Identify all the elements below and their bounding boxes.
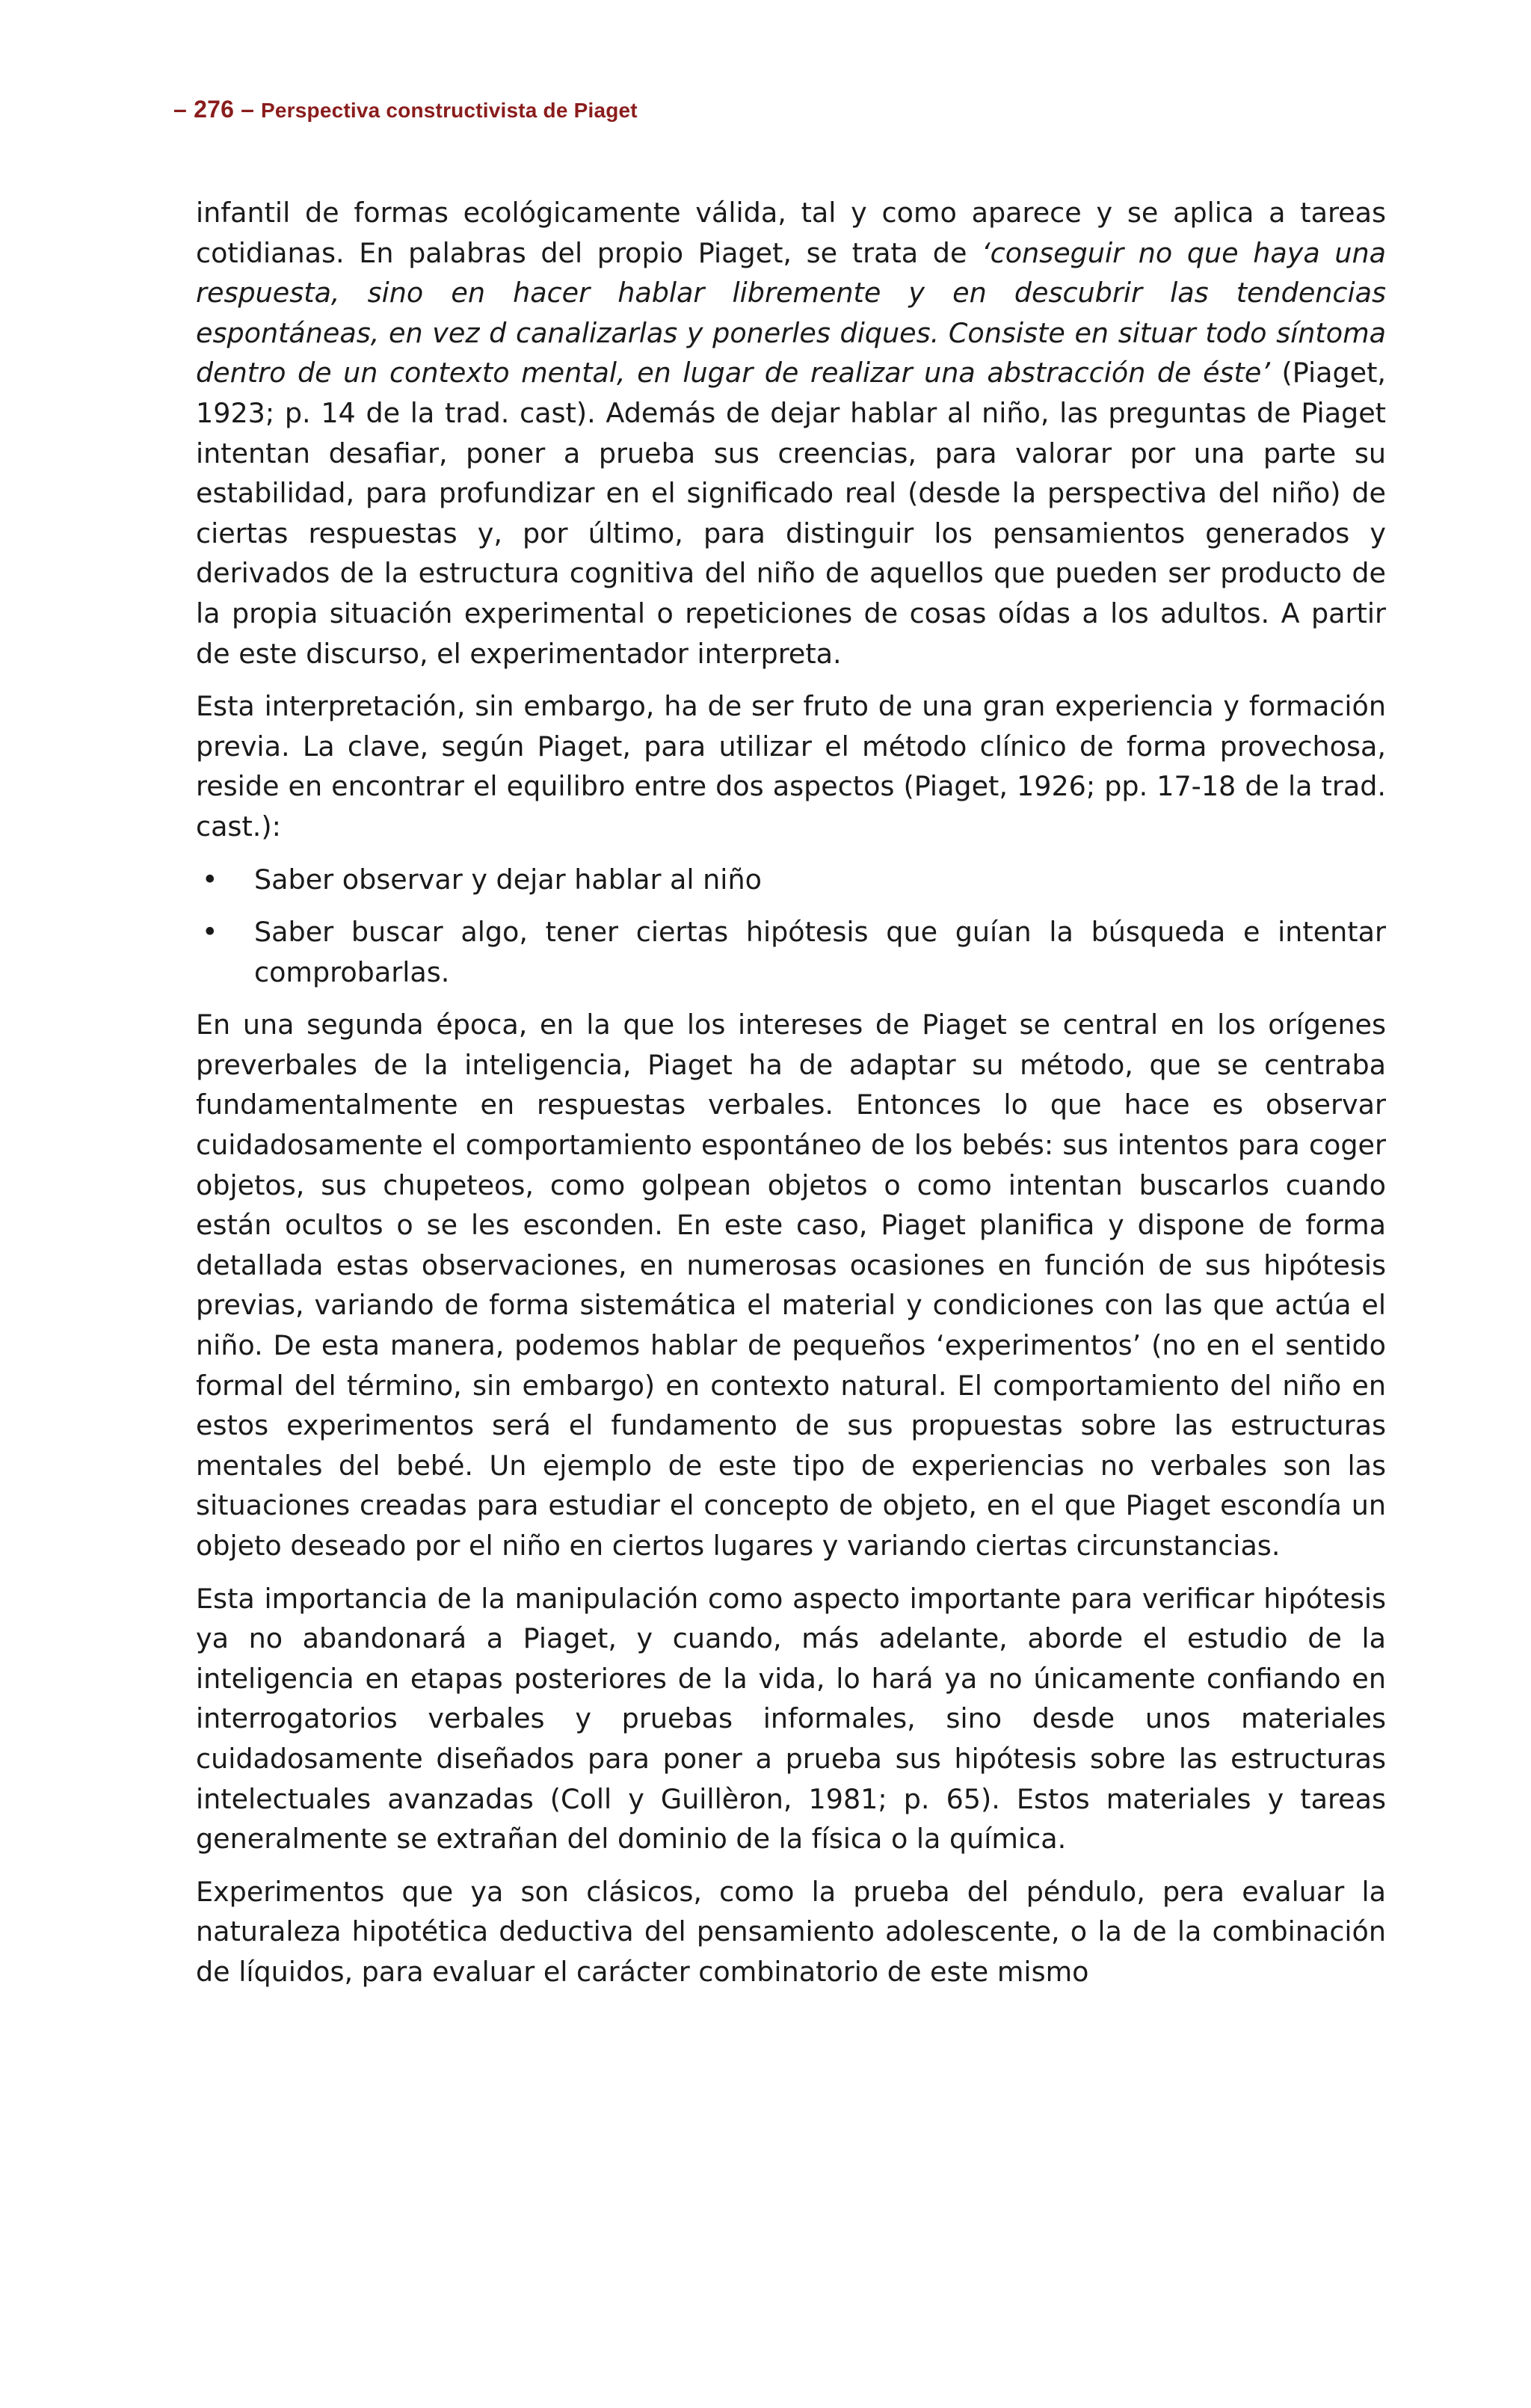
list-item-text: Saber observar y dejar hablar al niño	[254, 863, 762, 896]
bullet-icon: •	[202, 863, 218, 896]
paragraph-3: En una segunda época, en la que los intereses de Piaget se central en los orígenes preverbales de la inteligencia, Piaget ha de adaptar su método, que se centraba fundamentalmente en respuestas verbales. Entonces lo que hace es observar cuidadosamente el comportamiento espontáneo de los bebés: sus intentos para coger objetos, sus chupeteos, como golpean objetos o como intentan buscarlos cuando están ocultos o se les esconden. En este caso, Piaget planifica y dispone de forma detallada estas observaciones, en numerosas ocasiones en función de sus hipótesis previas, variando de forma sistemática el material y condiciones con las que actúa el niño. De esta manera, podemos hablar de pequeños ‘experimentos’ (no en el sentido formal del término, sin embargo) en contexto natural. El comportamiento del niño en estos experimentos será el fundamento de sus propuestas sobre las estructuras mentales del bebé. Un ejemplo de este tipo de experiencias no verbales son las situaciones creadas para estudiar el concepto de objeto, en el que Piaget escondía un objeto deseado por el niño en ciertos lugares y variando ciertas circunstancias.	[196, 1009, 1386, 1562]
piaget-quote: ‘conseguir no que haya una respuesta, sino en hacer hablar libremente y en descubrir las tendencias espontáneas, en vez d canalizarlas y ponerles diques. Consiste en situar todo síntoma dentro de un contexto mental, en lugar de realizar una abstracción de éste’	[196, 236, 1386, 389]
list-item-text: Saber buscar algo, tener ciertas hipótesis que guían la búsqueda e intentar comprobarlas.	[254, 916, 1386, 988]
paragraph-5: Experimentos que ya son clásicos, como la prueba del péndulo, pera evaluar la naturaleza hipotética deductiva del pensamiento adolescente, o la de la combinación de líquidos, para evaluar el carácter combinatorio de este mismo	[196, 1875, 1386, 1988]
bullet-list	[196, 860, 1386, 993]
body-text	[196, 193, 1386, 2005]
paragraph-1-lead: infantil de formas ecológicamente válida, tal y como aparece y se aplica a tareas cotidianas. En palabras del propio Piaget, se trata de	[196, 197, 1386, 269]
paragraph-1-rest: (Piaget, 1923; p. 14 de la trad. cast). Además de dejar hablar al niño, las preguntas de Piaget intentan desafiar, poner a prueba sus creencias, para valorar por una parte su estabilidad, para profundizar en el significado real (desde la perspectiva del niño) de ciertas respuestas y, por último, para distinguir los pensamientos generados y derivados de la estructura cognitiva del niño de aquellos que pueden ser producto de la propia situación experimental o repeticiones de cosas oídas a los adultos. A partir de este discurso, el experimentador interpreta.	[196, 357, 1386, 670]
paragraph-1	[196, 193, 1386, 674]
list-item	[196, 912, 1386, 992]
list-item	[196, 860, 1386, 900]
paragraph-4: Esta importancia de la manipulación como aspecto importante para verificar hipótesis ya no abandonará a Piaget, y cuando, más adelante, aborde el estudio de la inteligencia en etapas posteriores de la vida, lo hará ya no únicamente confiando en interrogatorios verbales y pruebas informales, sino desde unos materiales cuidadosamente diseñados para poner a prueba sus hipótesis sobre las estructuras intelectuales avanzadas (Coll y Guillèron, 1981; p. 65). Estos materiales y tareas generalmente se extrañan del dominio de la física o la química.	[196, 1582, 1386, 1856]
page-number: – 276 –	[173, 96, 255, 123]
running-title: Perspectiva constructivista de Piaget	[261, 99, 638, 122]
running-header	[173, 96, 638, 123]
bullet-icon: •	[202, 916, 218, 949]
paragraph-2: Esta interpretación, sin embargo, ha de ser fruto de una gran experiencia y formación previa. La clave, según Piaget, para utilizar el método clínico de forma provechosa, reside en encontrar el equilibro entre dos aspectos (Piaget, 1926; pp. 17-18 de la trad. cast.):	[196, 690, 1386, 843]
